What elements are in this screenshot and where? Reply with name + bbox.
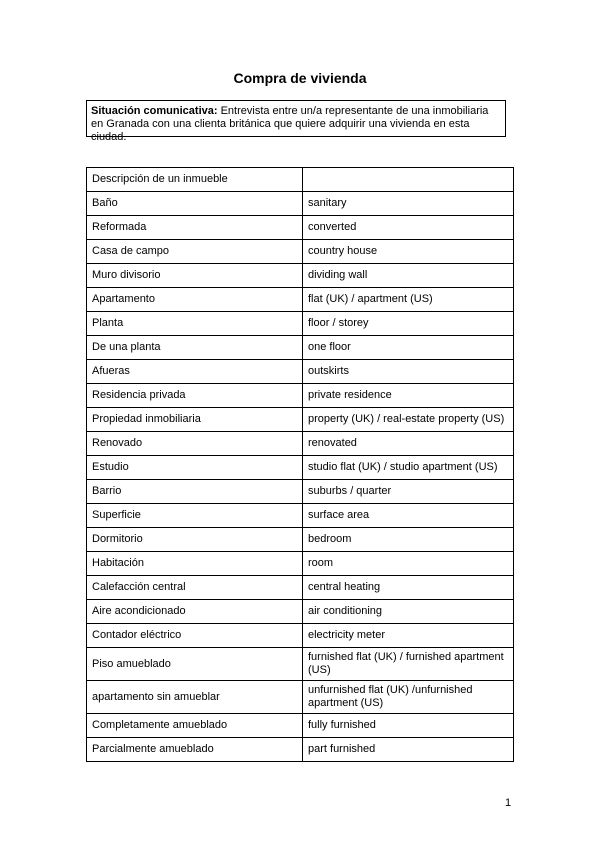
table-row — [87, 480, 514, 504]
term-spanish: De una planta — [87, 336, 303, 360]
situation-text: Entrevista entre un/a representante de una inmobiliaria en Granada con una clienta británica que quiere adquirir una vivienda en esta ciudad. — [91, 105, 489, 143]
table-row — [87, 738, 514, 762]
term-spanish: Parcialmente amueblado — [87, 738, 303, 762]
term-english: renovated — [303, 432, 514, 456]
term-english: floor / storey — [303, 312, 514, 336]
term-english: one floor — [303, 336, 514, 360]
term-spanish: Baño — [87, 192, 303, 216]
term-spanish: Renovado — [87, 432, 303, 456]
term-spanish: Contador eléctrico — [87, 624, 303, 648]
term-english: central heating — [303, 576, 514, 600]
term-spanish: apartamento sin amueblar — [87, 681, 303, 714]
term-english: flat (UK) / apartment (US) — [303, 288, 514, 312]
term-spanish: Reformada — [87, 216, 303, 240]
term-spanish: Afueras — [87, 360, 303, 384]
term-spanish: Barrio — [87, 480, 303, 504]
table-row — [87, 552, 514, 576]
term-spanish: Muro divisorio — [87, 264, 303, 288]
table-row — [87, 360, 514, 384]
term-english: part furnished — [303, 738, 514, 762]
term-spanish: Residencia privada — [87, 384, 303, 408]
term-english: converted — [303, 216, 514, 240]
term-spanish: Completamente amueblado — [87, 714, 303, 738]
term-english: furnished flat (UK) / furnished apartment (US) — [303, 648, 514, 681]
table-row — [87, 264, 514, 288]
vocabulary-table — [86, 167, 514, 762]
table-row — [87, 624, 514, 648]
table-row — [87, 600, 514, 624]
header-english — [303, 168, 514, 192]
table-row — [87, 648, 514, 681]
term-english: room — [303, 552, 514, 576]
table-header-row — [87, 168, 514, 192]
term-spanish: Piso amueblado — [87, 648, 303, 681]
table-row — [87, 192, 514, 216]
term-spanish: Planta — [87, 312, 303, 336]
table-row — [87, 384, 514, 408]
term-spanish: Calefacción central — [87, 576, 303, 600]
page-number: 1 — [505, 797, 512, 809]
term-english: electricity meter — [303, 624, 514, 648]
term-english: fully furnished — [303, 714, 514, 738]
table-row — [87, 504, 514, 528]
situation-box — [86, 100, 506, 143]
term-spanish: Habitación — [87, 552, 303, 576]
term-english: dividing wall — [303, 264, 514, 288]
term-english: sanitary — [303, 192, 514, 216]
term-english: surface area — [303, 504, 514, 528]
table-row — [87, 216, 514, 240]
term-english: bedroom — [303, 528, 514, 552]
header-spanish: Descripción de un inmueble — [87, 168, 303, 192]
table-row — [87, 336, 514, 360]
term-spanish: Estudio — [87, 456, 303, 480]
term-spanish: Casa de campo — [87, 240, 303, 264]
table-row — [87, 288, 514, 312]
term-spanish: Aire acondicionado — [87, 600, 303, 624]
term-spanish: Dormitorio — [87, 528, 303, 552]
term-english: suburbs / quarter — [303, 480, 514, 504]
situation-label: Situación comunicativa: — [91, 105, 218, 117]
term-english: outskirts — [303, 360, 514, 384]
term-english: air conditioning — [303, 600, 514, 624]
table-row — [87, 714, 514, 738]
term-english: property (UK) / real-estate property (US) — [303, 408, 514, 432]
table-row — [87, 240, 514, 264]
term-spanish: Superficie — [87, 504, 303, 528]
term-english: country house — [303, 240, 514, 264]
table-row — [87, 528, 514, 552]
table-row — [87, 408, 514, 432]
term-english: unfurnished flat (UK) /unfurnished apartment (US) — [303, 681, 514, 714]
table-row — [87, 312, 514, 336]
table-row — [87, 456, 514, 480]
term-spanish: Propiedad inmobiliaria — [87, 408, 303, 432]
term-english: studio flat (UK) / studio apartment (US) — [303, 456, 514, 480]
table-row — [87, 681, 514, 714]
table-row — [87, 432, 514, 456]
term-spanish: Apartamento — [87, 288, 303, 312]
term-english: private residence — [303, 384, 514, 408]
table-row — [87, 576, 514, 600]
page-title: Compra de vivienda — [233, 70, 367, 86]
